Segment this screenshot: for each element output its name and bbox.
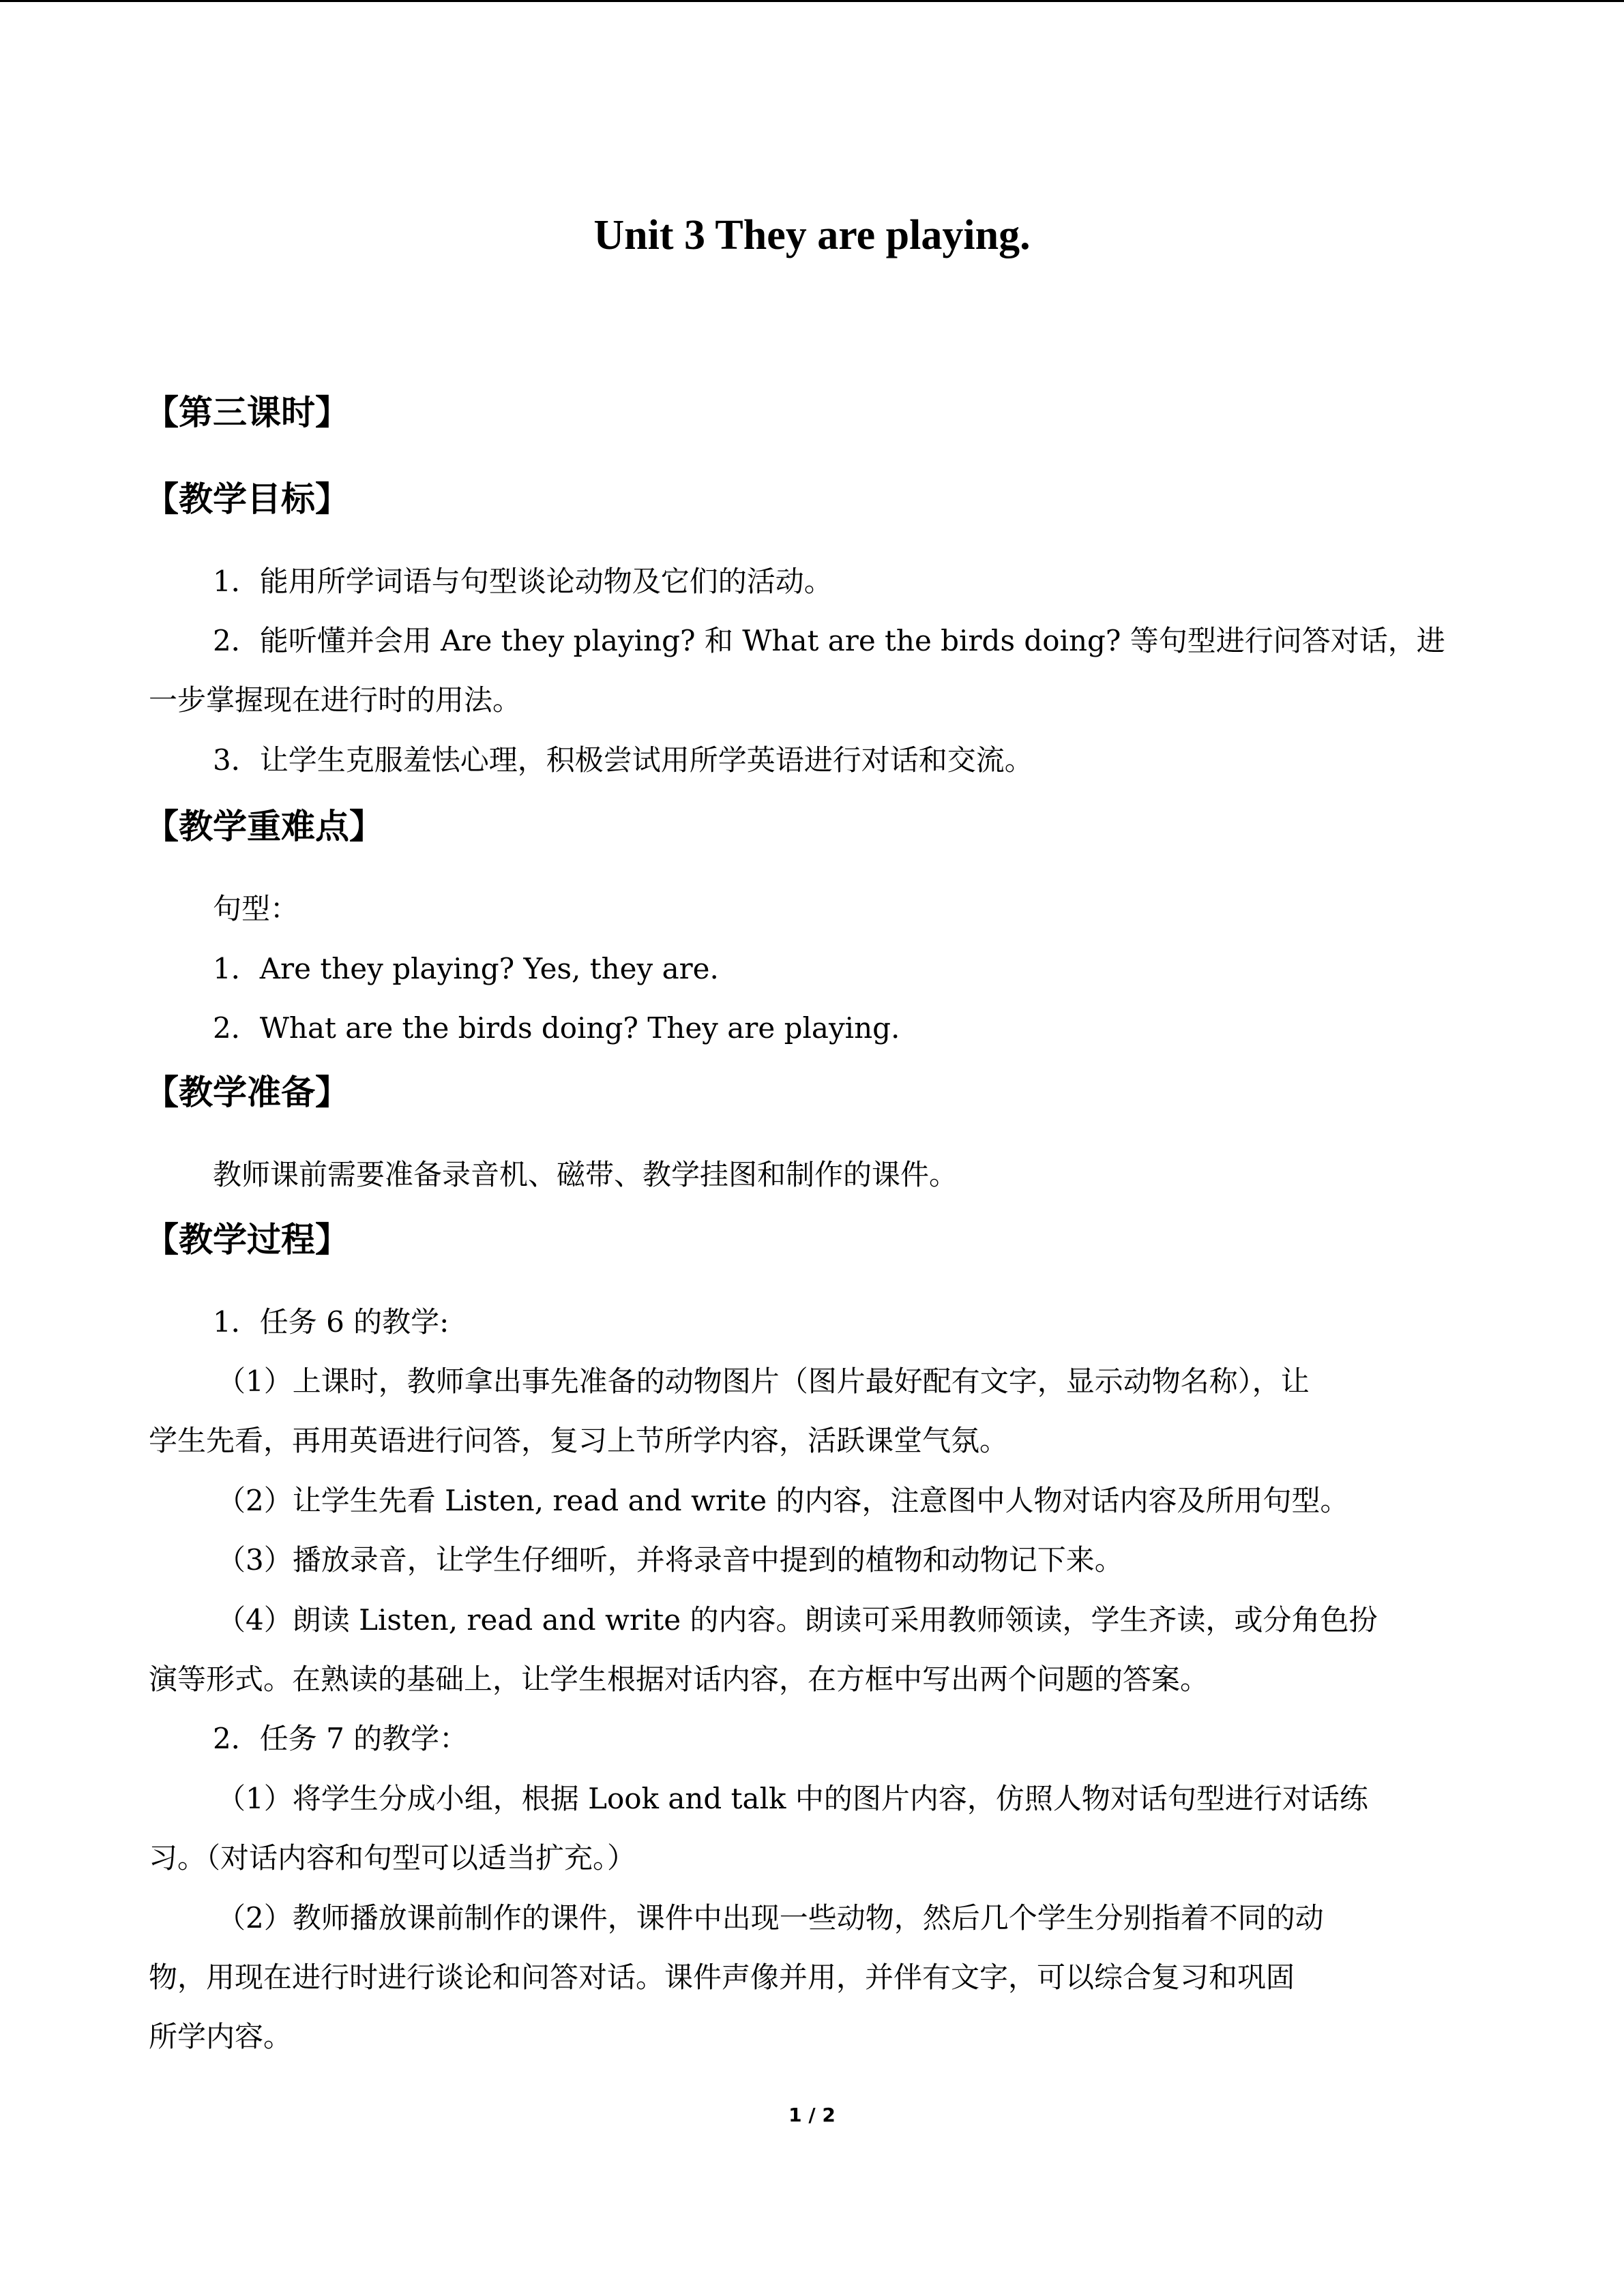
task-7-step-2-line-1: （2）教师播放课前制作的课件，课件中出现一些动物，然后几个学生分别指着不同的动 <box>217 1901 1324 1935</box>
preparation-text: 教师课前需要准备录音机、磁带、教学挂图和制作的课件。 <box>213 1158 958 1191</box>
task-7-step-2-line-3: 所学内容。 <box>149 2020 293 2053</box>
task-6-step-1-line-2: 学生先看，再用英语进行问答，复习上节所学内容，活跃课堂气氛。 <box>149 1424 1009 1457</box>
task-6-step-4-line-1: （4）朗读 Listen, read and write 的内容。朗读可采用教师领读，学生齐读，或分角色扮 <box>217 1603 1378 1637</box>
task-6-heading: 1．任务 6 的教学: <box>213 1305 449 1339</box>
section-heading-process: 【教学过程】 <box>145 1220 349 1259</box>
key-sentence-2: 2．What are the birds doing? They are playing. <box>213 1011 900 1045</box>
goal-item-1: 1．能用所学词语与句型谈论动物及它们的活动。 <box>213 565 833 598</box>
section-heading-keypoints: 【教学重难点】 <box>145 807 383 846</box>
task-7-step-2-line-2: 物，用现在进行时进行谈论和问答对话。课件声像并用，并伴有文字，可以综合复习和巩固 <box>149 1960 1295 1994</box>
task-7-step-1-line-2: 习。（对话内容和句型可以适当扩充。） <box>149 1841 636 1875</box>
key-sentence-1: 1．Are they playing? Yes, they are. <box>213 952 719 985</box>
task-6-step-3: （3）播放录音，让学生仔细听，并将录音中提到的植物和动物记下来。 <box>217 1543 1123 1577</box>
sentence-pattern-label: 句型： <box>213 892 299 925</box>
task-7-step-1-line-1: （1）将学生分成小组，根据 Look and talk 中的图片内容，仿照人物对话句型进行对话练 <box>217 1782 1368 1815</box>
section-heading-goals: 【教学目标】 <box>145 479 349 519</box>
page-number: 1 / 2 <box>788 2104 836 2126</box>
goal-item-2-line-2: 一步掌握现在进行时的用法。 <box>149 683 522 717</box>
task-6-step-1-line-1: （1）上课时，教师拿出事先准备的动物图片（图片最好配有文字，显示动物名称），让 <box>217 1365 1310 1398</box>
task-7-heading: 2．任务 7 的教学： <box>213 1722 469 1755</box>
document-title: Unit 3 They are playing. <box>593 212 1031 258</box>
goal-item-3: 3．让学生克服羞怯心理，积极尝试用所学英语进行对话和交流。 <box>213 743 1033 777</box>
section-heading-lesson: 【第三课时】 <box>145 393 349 432</box>
goal-item-2-line-1: 2．能听懂并会用 Are they playing? 和 What are the birds doing? 等句型进行问答对话，进 <box>213 624 1445 657</box>
task-6-step-2: （2）让学生先看 Listen, read and write 的内容，注意图中人物对话内容及所用句型。 <box>217 1484 1349 1517</box>
section-heading-preparation: 【教学准备】 <box>145 1073 349 1112</box>
task-6-step-4-line-2: 演等形式。在熟读的基础上，让学生根据对话内容，在方框中写出两个问题的答案。 <box>149 1663 1209 1696</box>
